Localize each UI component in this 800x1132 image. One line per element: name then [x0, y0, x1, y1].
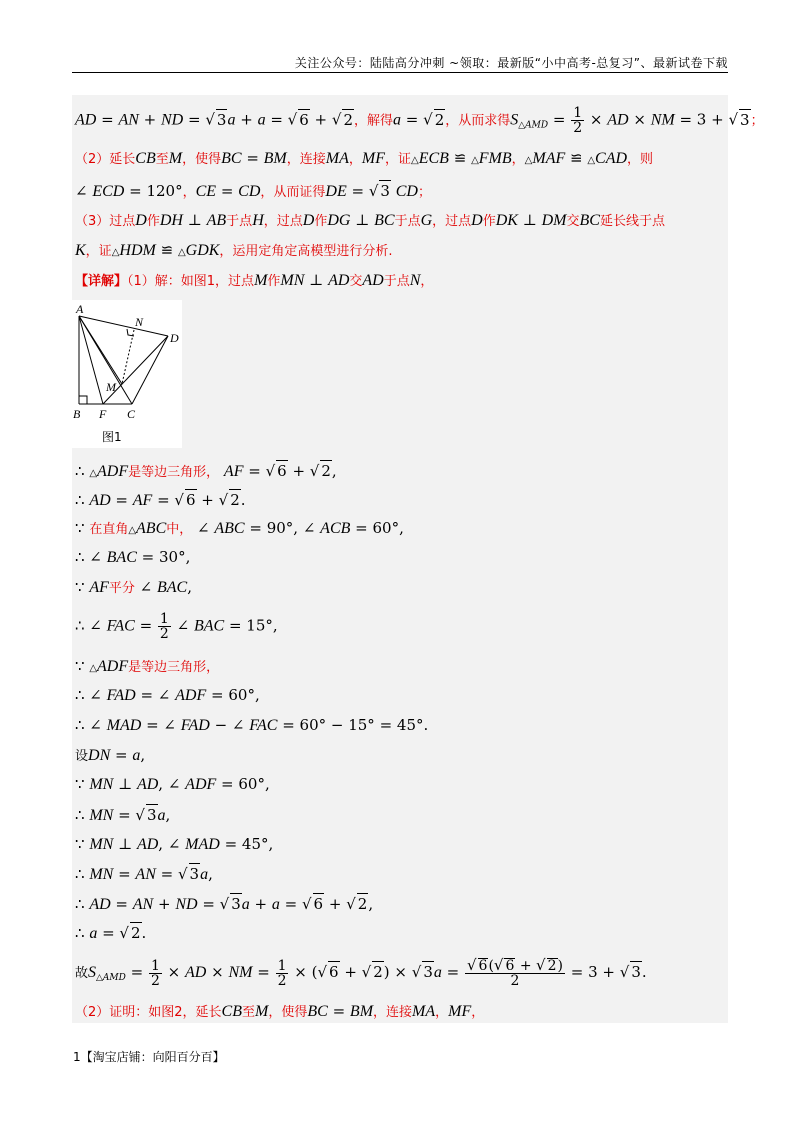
step-18: （2）证明：如图2，延长CB至M，使得BC = BM，连接MA，MF， [75, 1002, 485, 1020]
label-F: F [99, 407, 107, 421]
step-14: ∴ MN = AN = √ 3a, [75, 865, 213, 883]
step-6: ∴ ∠ FAC = $\frac{1}{2}$ ∠ BAC = 15°, [75, 611, 278, 642]
step-15: ∴ AD = AN + ND = √ 3a + a = √ 6 + √ 2, [75, 895, 374, 913]
step-7: ∵ △ADF是等边三角形， [75, 657, 220, 675]
analysis-line-1: AD = AN + ND = √ 3a + a = √ 6 + √ 2，解得a = √ 2，从而求得$S_{\triangle AMD}$ = $\frac{1}{2}$ × AD × NM = 3 + √ 3； [75, 105, 764, 136]
label-C: C [127, 407, 136, 421]
step-10: 设DN = a, [75, 746, 146, 764]
page-footer: 1【淘宝店铺：向阳百分百】 [73, 1050, 225, 1064]
page-header: 关注公众号：陆陆高分冲刺 ~领取：最新版“小中高考-总复习”、最新试卷下载 [294, 56, 728, 70]
step-4: ∴ ∠ BAC = 30°, [75, 548, 191, 566]
label-D: D [170, 331, 179, 345]
step-16: ∴ a = √ 2. [75, 924, 147, 942]
analysis-line-4: （3）过点D作DH ⊥ AB于点H，过点D作DG ⊥ BC于点G，过点D作DK ⊥ DM交BC延长线于点 [75, 211, 665, 229]
step-3: ∵ 在直角△ABC中， ∠ ABC = 90°, ∠ ACB = 60°, [75, 519, 404, 537]
geometry-diagram [72, 300, 182, 448]
step-12: ∴ MN = √ 3a, [75, 806, 171, 824]
step-11: ∵ MN ⊥ AD, ∠ ADF = 60°, [75, 775, 270, 793]
step-5: ∵ AF平分 ∠ BAC, [75, 578, 192, 596]
label-N: N [135, 315, 144, 329]
step-8: ∴ ∠ FAD = ∠ ADF = 60°, [75, 686, 260, 704]
label-B: B [73, 407, 81, 421]
label-A: A [76, 302, 84, 316]
header-rule [72, 72, 728, 73]
detail-heading-line: 【详解】（1）解：如图1，过点M作MN ⊥ AD交AD于点N， [75, 271, 434, 289]
step-1: ∴ △ADF是等边三角形， AF = √ 6 + √ 2, [75, 462, 337, 480]
figure-1 [72, 300, 182, 448]
analysis-line-2: （2）延长CB至M，使得BC = BM，连接MA，MF，证△ECB ≌ △FMB，△MAF ≌ △CAD，则 [75, 149, 654, 167]
label-M: M [106, 380, 116, 394]
analysis-line-3: ∠ ECD = 120°，CE = CD，从而证得DE = √ 3 CD； [75, 182, 431, 200]
figure-caption: 图1 [102, 430, 122, 444]
step-13: ∵ MN ⊥ AD, ∠ MAD = 45°, [75, 835, 274, 853]
step-2: ∴ AD = AF = √ 6 + √ 2. [75, 491, 246, 509]
step-17: 故$S_{\triangle AMD}$ = $\frac{1}{2}$ × AD × NM = $\frac{1}{2}$ × (√ 6 + √ 2) × √ 3a = $\frac{√ 6(√ 6 + √ 2)}{2}$ = 3 + √ 3. [75, 956, 647, 989]
step-9: ∴ ∠ MAD = ∠ FAD − ∠ FAC = 60° − 15° = 45°. [75, 716, 429, 734]
analysis-line-5: K，证△HDM ≌ △GDK，运用定角定高模型进行分析. [75, 241, 393, 259]
